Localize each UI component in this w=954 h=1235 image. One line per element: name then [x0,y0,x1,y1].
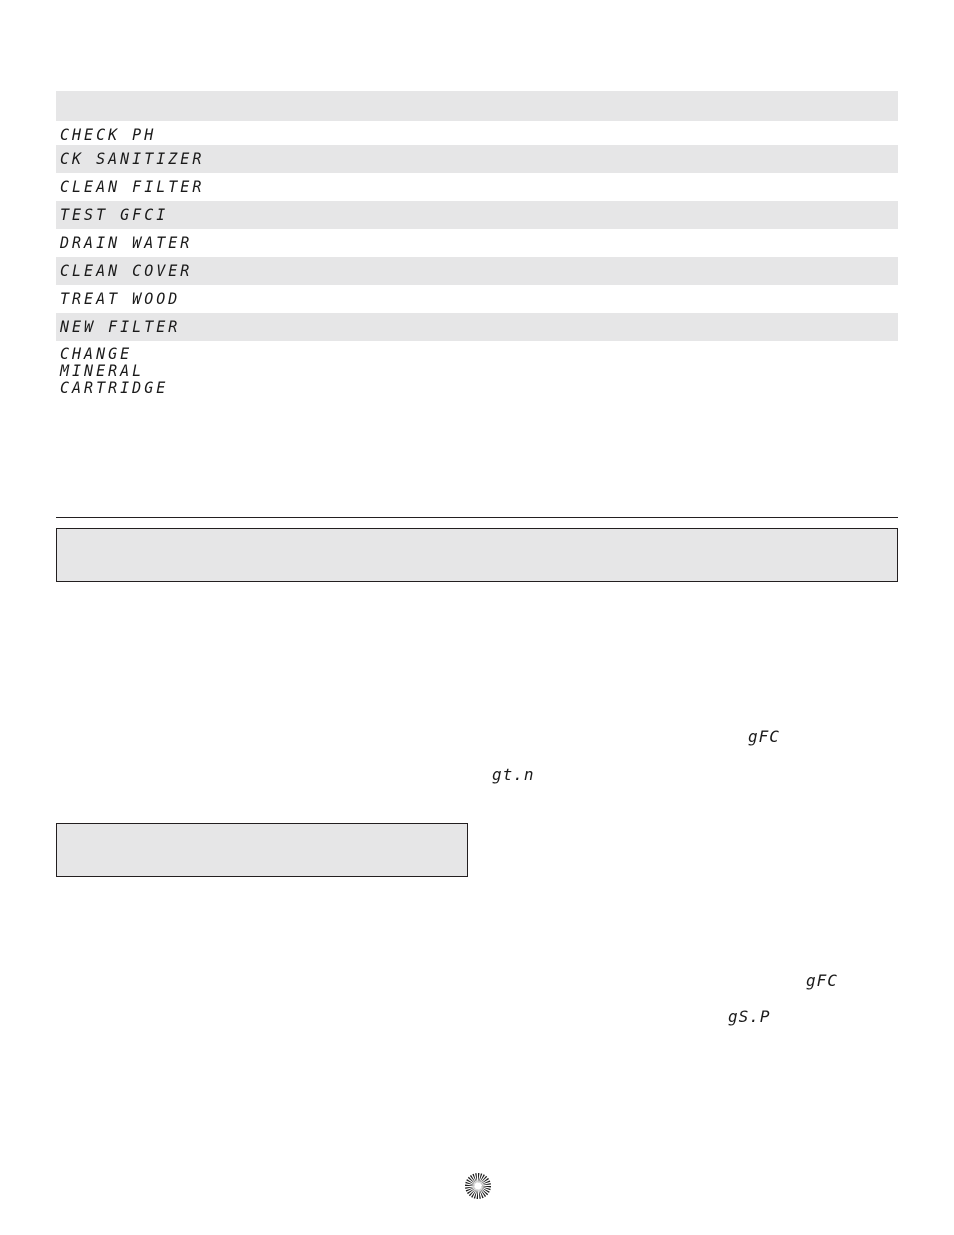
row-label: DRAIN WATER [60,233,193,253]
table-row [56,201,898,229]
row-label: CLEAN FILTER [60,177,205,197]
display-code-gsp: gS.P [728,1007,771,1026]
table-row [56,285,898,313]
note-box-wide [56,528,898,582]
row-label-line: MINERAL [60,361,145,381]
display-code-gfc: gFC [806,971,838,990]
row-label: TEST GFCI [60,205,169,225]
row-label: TREAT WOOD [60,289,181,309]
row-label: NEW FILTER [60,317,181,337]
table-row [56,145,898,173]
row-label: CLEAN COVER [60,261,193,281]
table-row [56,341,898,401]
row-label-line: CHANGE [60,344,133,364]
table-row [56,229,898,257]
note-box-narrow [56,823,468,877]
row-label-line: CARTRIDGE [60,378,169,398]
section-divider [56,517,898,518]
display-code-gfc: gFC [748,727,780,746]
sunburst-logo-icon [464,1172,492,1200]
table-row [56,173,898,201]
maintenance-table-header [56,91,898,121]
display-code-gtn: gt.n [492,765,535,784]
row-label: CK SANITIZER [60,149,205,169]
row-label: CHECK PH [60,125,157,145]
table-row [56,313,898,341]
table-row [56,257,898,285]
